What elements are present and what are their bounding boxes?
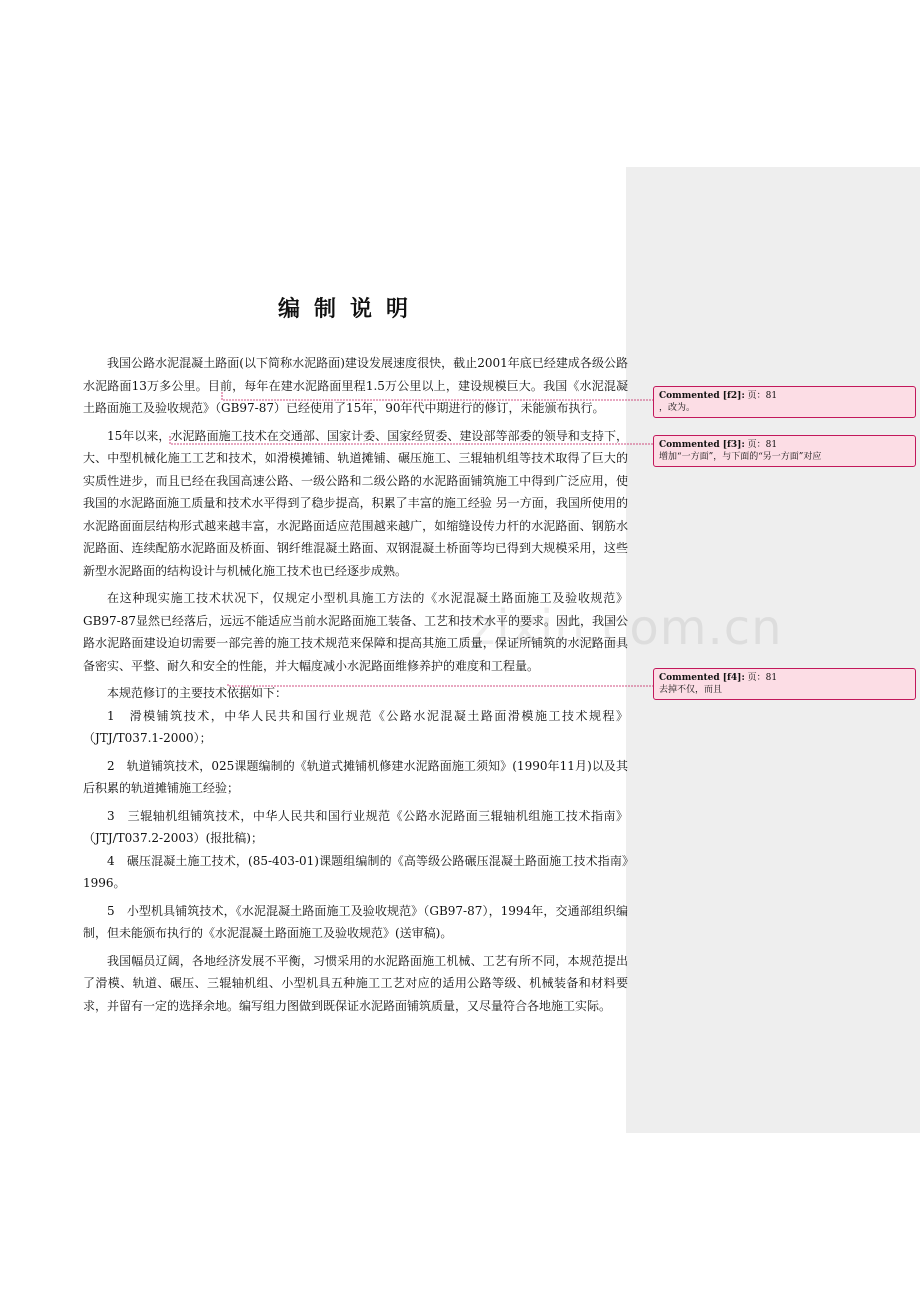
comment-author: Commented [f3]: bbox=[659, 440, 745, 450]
comment-text: 增加“一方面”，与下面的“另一方面”对应 bbox=[659, 452, 822, 462]
comment-author: Commented [f4]: bbox=[659, 673, 745, 683]
paragraph-technology[interactable]: 15年以来，水泥路面施工技术在交通部、国家计委、国家经贸委、建设部等部委的领导和支持下，大、中型机械化施工工艺和技术，如滑模摊铺、轨道摊铺、碾压施工、三辊轴机组等技术取得了巨大的实质性进步，而且已经在我国高速公路、一级公路和二级公路的水泥路面铺筑施工中得到广泛应用，使我国的水泥路面施工质量和技术水平得到了稳步提高，积累了丰富的施工经验 另一方面，我国所使用的水泥路面面层结构形式越来越丰富，水泥路面适应范围越来越广，如缩缝设传力杆的水泥路面、钢筋水泥路面、连续配筋水泥路面及桥面、钢纤维混凝土路面、双钢混凝土桥面等均已得到大规模采用，这些新型水泥路面的结构设计与机械化施工技术也已经逐步成熟。 bbox=[83, 428, 628, 578]
list-item-rail[interactable]: 2 轨道铺筑技术，025课题编制的《轨道式摊铺机修建水泥路面施工须知》(1990年11月)以及其后积累的轨道摊铺施工经验； bbox=[83, 758, 628, 795]
comment-author: Commented [f2]: bbox=[659, 391, 745, 401]
comment-f2[interactable] bbox=[653, 386, 916, 418]
comment-page: 页：81 bbox=[747, 391, 778, 401]
paragraph-conclusion[interactable]: 我国幅员辽阔，各地经济发展不平衡，习惯采用的水泥路面施工机械、工艺有所不同，本规范提出了滑模、轨道、碾压、三辊轴机组、小型机具五种施工工艺对应的适用公路等级、机械装备和材料要求，并留有一定的选择余地。编写组力图做到既保证水泥路面铺筑质量，又尽量符合各地施工实际。 bbox=[83, 953, 628, 1013]
comment-f4[interactable] bbox=[653, 668, 916, 700]
list-item-small-machinery[interactable]: 5 小型机具铺筑技术，《水泥混凝土路面施工及验收规范》（GB97-87），1994年，交通部组织编制，但未能颁布执行的《水泥混凝土路面施工及验收规范》(送审稿)。 bbox=[83, 903, 628, 940]
watermark: zixin.com.cn bbox=[470, 600, 783, 656]
paragraph-intro[interactable]: 我国公路水泥混凝土路面(以下简称水泥路面)建设发展速度很快，截止2001年底已经建成各级公路水泥路面13万多公里。目前，每年在建水泥路面里程1.5万公里以上，建设规模巨大。我国《水泥混凝土路面施工及验收规范》（GB97-87）已经使用了15年，90年代中期进行的修订，未能颁布执行。 bbox=[83, 356, 628, 415]
comment-text: ，改为。 bbox=[659, 403, 696, 413]
page-title: 编制说明 bbox=[277, 297, 422, 322]
list-item-roller-compacted[interactable]: 4 碾压混凝土施工技术，(85-403-01)课题组编制的《高等级公路碾压混凝土路面施工技术指南》1996。 bbox=[83, 853, 628, 890]
paragraph-basis-heading[interactable]: 本规范修订的主要技术依据如下： bbox=[107, 686, 288, 700]
list-item-slipform[interactable]: 1 滑模铺筑技术，中华人民共和国行业规范《公路水泥混凝土路面滑模施工技术规程》（JTJ/T037.1-2000）； bbox=[83, 708, 628, 745]
list-item-three-roller[interactable]: 3 三辊轴机组铺筑技术，中华人民共和国行业规范《公路水泥路面三辊轴机组施工技术指南》（JTJ/T037.2-2003）(报批稿)； bbox=[83, 808, 628, 845]
comment-page: 页：81 bbox=[747, 673, 778, 683]
comment-page: 页：81 bbox=[747, 440, 778, 450]
comment-text: 去掉不仅，而且 bbox=[659, 685, 723, 695]
comment-f3[interactable] bbox=[653, 435, 916, 467]
paragraph-need[interactable]: 在这种现实施工技术状况下，仅规定小型机具施工方法的《水泥混凝土路面施工及验收规范》GB97-87显然已经落后，远远不能适应当前水泥路面施工装备、工艺和技术水平的要求。因此，我国公路水泥路面建设迫切需要一部完善的施工技术规范来保障和提高其施工质量，保证所铺筑的水泥路面具备密实、平整、耐久和安全的性能，并大幅度减小水泥路面维修养护的难度和工程量。 bbox=[83, 591, 629, 673]
